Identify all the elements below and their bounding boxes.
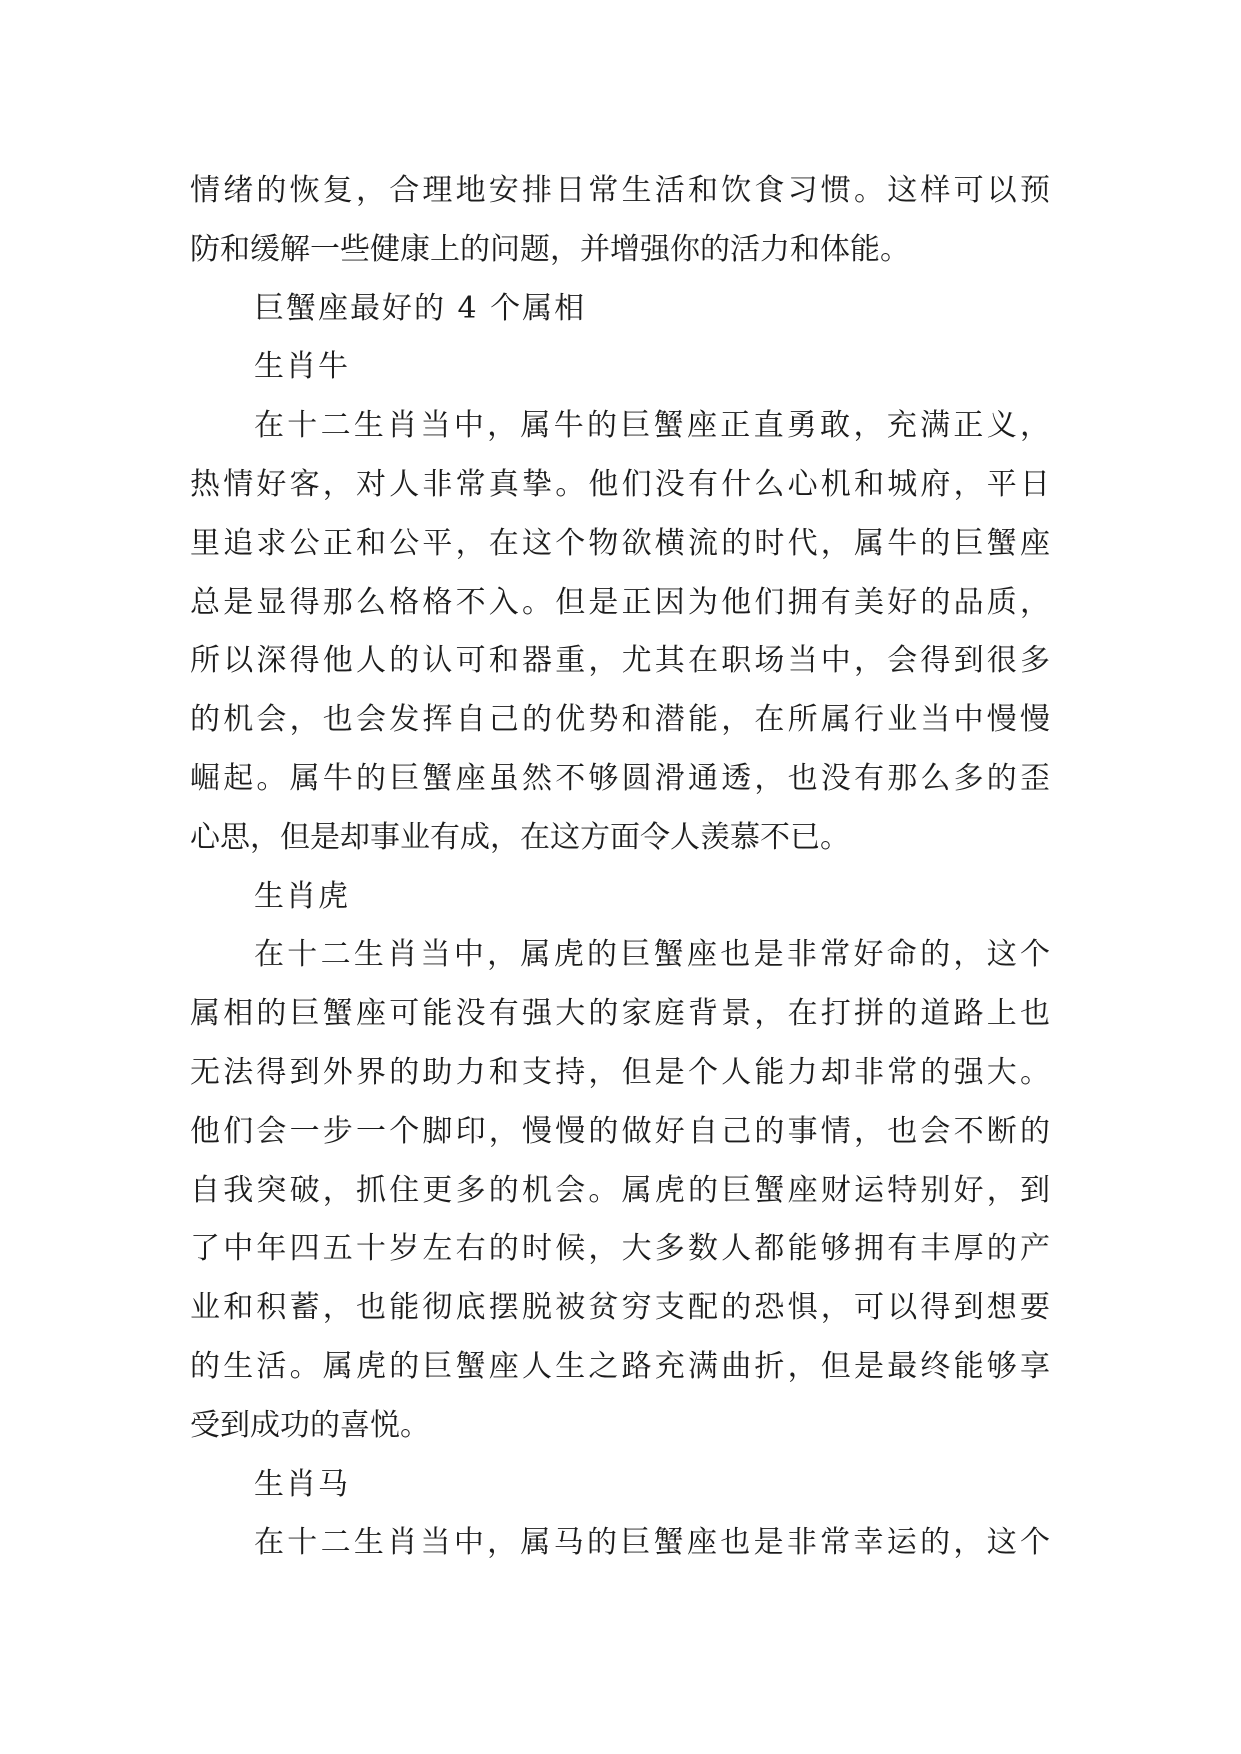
section-heading [190, 280, 1050, 339]
text-line: 总是显得那么格格不入。但是正因为他们拥有美好的品质， [190, 584, 1050, 620]
text-line: 防和缓解一些健康上的问题，并增强你的活力和体能。 [190, 231, 910, 267]
heading-text: 巨蟹座最好的 4 个属相 [254, 290, 587, 326]
text-line: 在十二生肖当中，属马的巨蟹座也是非常幸运的，这个 [254, 1525, 1050, 1561]
subsection-heading-horse [190, 1456, 1050, 1515]
text-line: 在十二生肖当中，属牛的巨蟹座正直勇敢，充满正义， [254, 408, 1050, 444]
text-line: 自我突破，抓住更多的机会。属虎的巨蟹座财运特别好，到 [190, 1172, 1050, 1208]
heading-text: 生肖马 [254, 1466, 350, 1502]
text-line: 所以深得他人的认可和器重，尤其在职场当中，会得到很多 [190, 643, 1050, 679]
heading-text: 生肖虎 [254, 878, 350, 914]
subsection-heading-tiger [190, 868, 1050, 927]
text-line: 热情好客，对人非常真挚。他们没有什么心机和城府，平日 [190, 466, 1050, 502]
text-line: 他们会一步一个脚印，慢慢的做好自己的事情，也会不断的 [190, 1113, 1050, 1149]
text-line: 心思，但是却事业有成，在这方面令人羡慕不已。 [190, 819, 850, 855]
document-body [190, 162, 1050, 1573]
subsection-heading-ox [190, 338, 1050, 397]
paragraph [190, 397, 1050, 867]
text-line: 在十二生肖当中，属虎的巨蟹座也是非常好命的，这个 [254, 937, 1050, 973]
text-line: 崛起。属牛的巨蟹座虽然不够圆滑通透，也没有那么多的歪 [190, 760, 1050, 796]
text-line: 情绪的恢复，合理地安排日常生活和饮食习惯。这样可以预 [190, 173, 1050, 208]
text-line: 属相的巨蟹座可能没有强大的家庭背景，在打拼的道路上也 [190, 996, 1050, 1032]
text-line: 受到成功的喜悦。 [190, 1407, 430, 1443]
paragraph [190, 162, 1050, 280]
paragraph [190, 1514, 1050, 1573]
text-line: 里追求公正和公平，在这个物欲横流的时代，属牛的巨蟹座 [190, 525, 1050, 561]
paragraph [190, 926, 1050, 1455]
text-line: 业和积蓄，也能彻底摆脱被贫穷支配的恐惧，可以得到想要 [190, 1290, 1050, 1326]
text-line: 了中年四五十岁左右的时候，大多数人都能够拥有丰厚的产 [190, 1231, 1050, 1267]
text-line: 的机会，也会发挥自己的优势和潜能，在所属行业当中慢慢 [190, 702, 1050, 738]
text-line: 无法得到外界的助力和支持，但是个人能力却非常的强大。 [190, 1054, 1050, 1090]
text-line: 的生活。属虎的巨蟹座人生之路充满曲折，但是最终能够享 [190, 1348, 1050, 1384]
heading-text: 生肖牛 [254, 349, 350, 385]
